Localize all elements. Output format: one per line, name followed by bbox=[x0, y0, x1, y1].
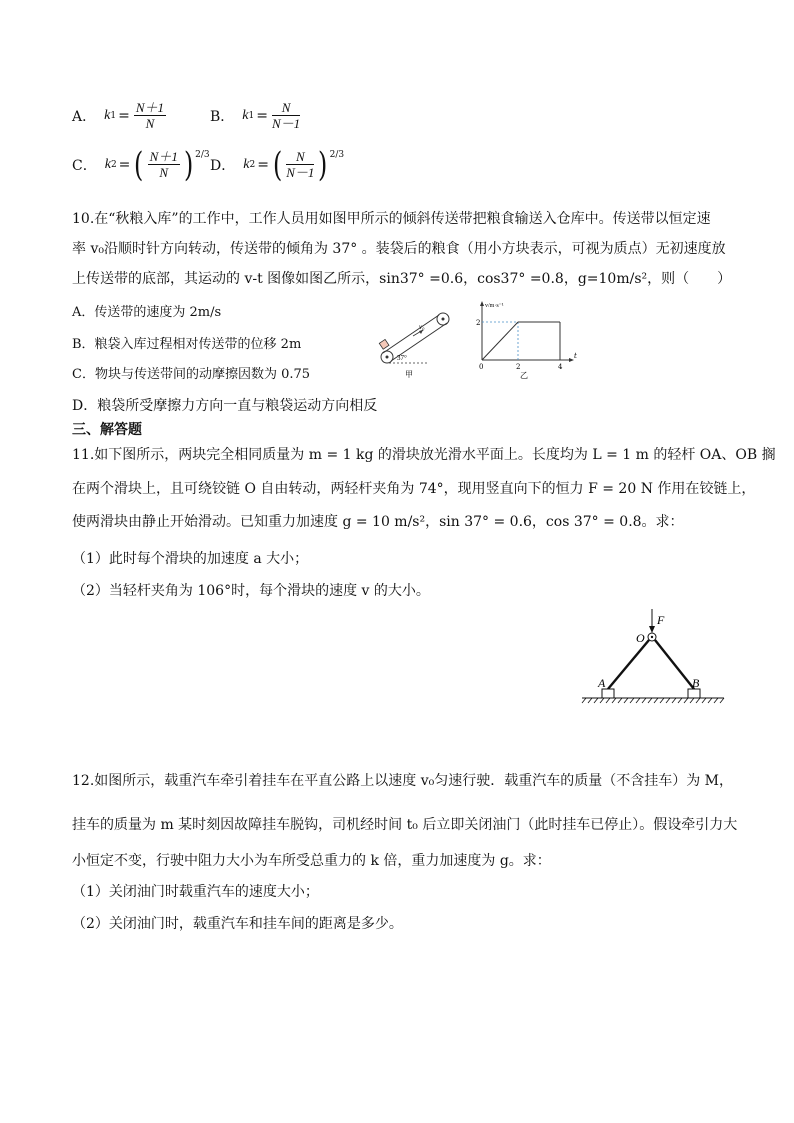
option-letter: B． bbox=[210, 109, 235, 125]
q9-option-b: B． k 1 = $\frac{N}{N-1}$ bbox=[210, 100, 301, 131]
fraction bbox=[134, 100, 166, 132]
x-axis-label: t bbox=[574, 352, 577, 360]
vt-graph bbox=[470, 298, 580, 380]
x-tick-2: 2 bbox=[516, 363, 521, 371]
q10-option-a: A．传送带的速度为 2m/s bbox=[72, 305, 222, 320]
q10-line-2: 率 v₀沿顺时针方向转动，传送带的倾角为 37° 。装袋后的粮食（用小方块表示，可视为质点）无初速度放 bbox=[72, 241, 726, 257]
q12-line-3: 小恒定不变，行驶中阻力大小为车所受总重力的 k 倍，重力加速度为 g。求： bbox=[72, 853, 551, 869]
q10-line-1: 10.在“秋粮入库”的工作中，工作人员用如图甲所示的倾斜传送带把粮食输送入仓库中。传送带以恒定速 bbox=[72, 211, 711, 227]
fraction bbox=[272, 100, 300, 132]
fraction-numerator: N bbox=[286, 149, 314, 165]
option-sub: 1 bbox=[248, 111, 255, 121]
q10-option-d: D．粮袋所受摩擦力方向一直与粮袋运动方向相反 bbox=[72, 398, 378, 414]
option-var: k bbox=[104, 108, 111, 123]
q9-option-d: D． k 2 = ( $\frac{N}{N-1}$ ) 2/3 bbox=[210, 145, 345, 185]
q12-sub-1: （1）关闭油门时载重汽车的速度大小； bbox=[72, 884, 319, 900]
option-sub: 2 bbox=[110, 160, 117, 170]
figure-caption: 乙 bbox=[520, 371, 528, 380]
q12-line-1: 12.如图所示，载重汽车牵引着挂车在平直公路上以速度 v₀匀速行驶．载重汽车的质量（不含挂车）为 M， bbox=[72, 773, 734, 789]
y-axis-label: v/m·s⁻¹ bbox=[485, 303, 504, 309]
hinge-rods-figure bbox=[578, 605, 728, 705]
velocity-label: v₀ bbox=[419, 323, 425, 331]
slider-b bbox=[688, 689, 700, 698]
fraction-numerator: N＋1 bbox=[135, 100, 164, 115]
q10-line-3: 上传送带的底部，其运动的 v-t 图像如图乙所示，sin37° =0.6，cos37° =0.8，g=10m/s²，则（ ） bbox=[72, 271, 732, 287]
figure-caption: 甲 bbox=[405, 370, 413, 379]
option-var: k bbox=[104, 157, 111, 172]
grain-bag bbox=[379, 339, 389, 349]
fraction bbox=[286, 149, 314, 181]
y-tick: 2 bbox=[476, 319, 481, 327]
force-label: F bbox=[657, 613, 665, 627]
q11-sub-1: （1）此时每个滑块的加速度 a 大小； bbox=[72, 551, 309, 567]
q10-option-c: C．物块与传送带间的动摩擦因数为 0.75 bbox=[72, 367, 311, 382]
fraction-denominator: N－1 bbox=[286, 165, 315, 180]
q11-line-3: 使两滑块由静止开始滑动。已知重力加速度 g = 10 m/s²，sin 37° = 0.6，cos 37° = 0.8。求： bbox=[72, 514, 684, 530]
option-sub: 2 bbox=[249, 160, 256, 170]
option-var: k bbox=[242, 108, 249, 123]
fraction-denominator: N－1 bbox=[271, 116, 301, 131]
section-heading: 三、解答题 bbox=[72, 422, 142, 438]
q12-sub-2: （2）关闭油门时，载重汽车和挂车间的距离是多少。 bbox=[72, 916, 403, 932]
option-letter: D． bbox=[210, 158, 236, 174]
exponent: 2/3 bbox=[195, 150, 210, 160]
q9-option-a: A． k 1 = $\frac{N+1}{N}$ bbox=[72, 100, 164, 131]
x-tick-0: 0 bbox=[479, 363, 484, 371]
fraction bbox=[148, 149, 180, 181]
option-var: k bbox=[243, 157, 250, 172]
conveyor-figure bbox=[375, 305, 455, 380]
q11-line-1: 11.如下图所示，两块完全相同质量为 m = 1 kg 的滑块放光滑水平面上。长度均为 L = 1 m 的轻杆 OA、OB 搁 bbox=[72, 447, 776, 463]
option-letter: C． bbox=[72, 158, 97, 174]
fraction-denominator: N bbox=[145, 116, 155, 131]
option-letter: A． bbox=[72, 109, 97, 125]
slider-a bbox=[602, 689, 614, 698]
q12-line-2: 挂车的质量为 m 某时刻因故障挂车脱钩，司机经时间 t₀ 后立即关闭油门（此时挂车已停止）。假设牵引力大 bbox=[72, 817, 738, 833]
fraction-denominator: N bbox=[159, 165, 169, 180]
q9-option-c: C． k 2 = ( $\frac{N+1}{N}$ ) 2/3 bbox=[72, 145, 210, 185]
q11-line-2: 在两个滑块上，且可绕铰链 O 自由转动，两轻杆夹角为 74°，现用竖直向下的恒力 F = 20 N 作用在铰链上， bbox=[72, 481, 756, 497]
option-sub: 1 bbox=[110, 111, 117, 121]
fraction-numerator: N bbox=[272, 100, 300, 116]
exponent: 2/3 bbox=[329, 150, 345, 160]
x-tick-4: 4 bbox=[558, 363, 563, 371]
label-a: A bbox=[598, 676, 606, 690]
q11-sub-2: （2）当轻杆夹角为 106°时，每个滑块的速度 v 的大小。 bbox=[72, 583, 430, 599]
q10-option-b: B．粮袋入库过程相对传送带的位移 2m bbox=[72, 337, 302, 352]
label-b: B bbox=[692, 676, 700, 690]
hinge-label: O bbox=[636, 631, 645, 645]
angle-label: 37° bbox=[397, 354, 407, 362]
fraction-numerator: N＋1 bbox=[149, 149, 178, 164]
